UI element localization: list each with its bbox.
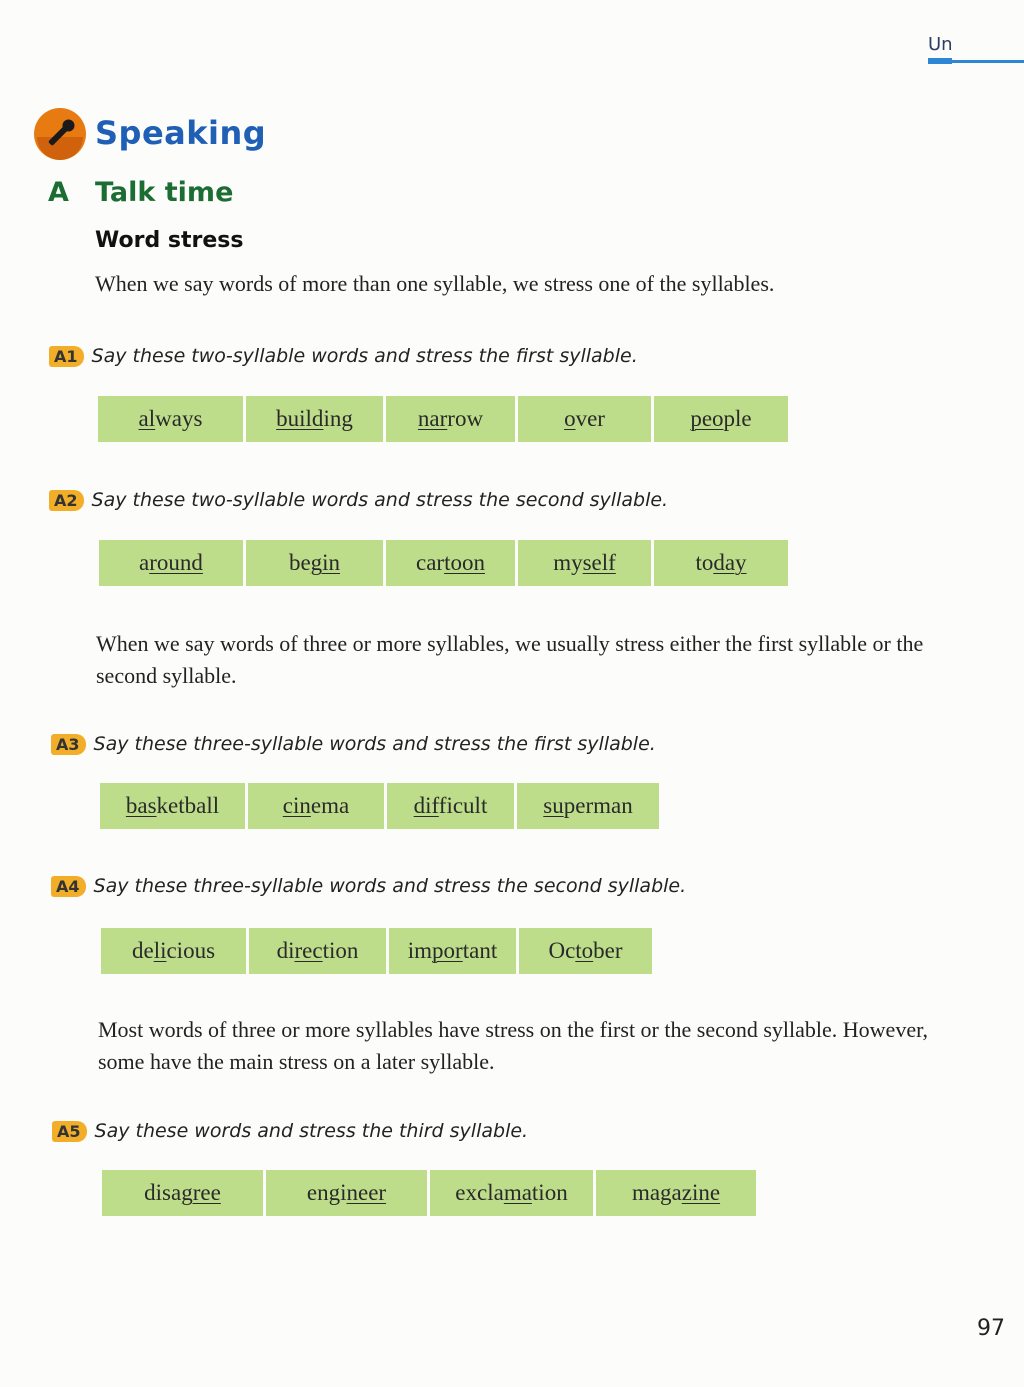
unit-tab-marker xyxy=(928,58,952,64)
word-cell: engineer xyxy=(266,1170,427,1216)
exercise-badge: A1 xyxy=(49,346,84,367)
word-cell: around xyxy=(99,540,243,586)
word-cell: basketball xyxy=(100,783,245,829)
exercise-a5 xyxy=(52,1120,528,1142)
exercise-a4 xyxy=(51,875,686,897)
exercise-badge: A5 xyxy=(52,1121,87,1142)
page-number: 97 xyxy=(977,1316,1005,1341)
word-cell: disagree xyxy=(102,1170,263,1216)
exercise-a1 xyxy=(49,345,638,367)
word-cell: always xyxy=(98,396,243,442)
word-row-a1 xyxy=(98,396,788,442)
word-cell: exclamation xyxy=(430,1170,593,1216)
word-cell: narrow xyxy=(386,396,515,442)
exercise-instruction: Say these three-syllable words and stress the first syllable. xyxy=(93,733,656,755)
unit-tab-label: Un xyxy=(928,34,953,55)
word-cell: over xyxy=(518,396,651,442)
word-cell: building xyxy=(246,396,383,442)
exercise-badge: A2 xyxy=(49,490,84,511)
word-row-a2 xyxy=(99,540,788,586)
word-row-a3 xyxy=(100,783,659,829)
intro-paragraph: When we say words of more than one syllable, we stress one of the syllables. xyxy=(95,271,775,296)
word-cell: delicious xyxy=(101,928,246,974)
subsection-title: Word stress xyxy=(95,228,244,253)
word-cell: difficult xyxy=(387,783,514,829)
three-syllable-paragraph: When we say words of three or more syllables, we usually stress either the first syllable or the second syllable. xyxy=(96,631,924,688)
exercise-instruction: Say these two-syllable words and stress the second syllable. xyxy=(91,489,669,511)
section-heading: Speaking xyxy=(95,114,267,152)
exercise-a3 xyxy=(51,733,656,755)
word-cell: magazine xyxy=(596,1170,756,1216)
microphone-icon xyxy=(33,107,87,161)
word-cell: October xyxy=(519,928,652,974)
word-cell: myself xyxy=(518,540,651,586)
word-cell: direction xyxy=(249,928,386,974)
exercise-instruction: Say these words and stress the third syllable. xyxy=(94,1120,529,1142)
word-cell: cartoon xyxy=(386,540,515,586)
exercise-badge: A4 xyxy=(51,876,86,897)
word-cell: begin xyxy=(246,540,383,586)
exercise-instruction: Say these three-syllable words and stress the second syllable. xyxy=(93,875,687,897)
word-cell: important xyxy=(389,928,516,974)
exercise-badge: A3 xyxy=(51,734,86,755)
section-letter: A xyxy=(48,177,69,208)
exercise-a2 xyxy=(49,489,668,511)
exercise-instruction: Say these two-syllable words and stress the first syllable. xyxy=(91,345,638,367)
word-cell: people xyxy=(654,396,788,442)
word-row-a4 xyxy=(101,928,652,974)
section-title: Talk time xyxy=(95,177,234,208)
word-cell: superman xyxy=(517,783,659,829)
word-cell: today xyxy=(654,540,788,586)
word-row-a5 xyxy=(102,1170,756,1216)
word-cell: cinema xyxy=(248,783,384,829)
later-stress-paragraph: Most words of three or more syllables have stress on the first or the second syllable. However, some have the main stress on a later syllable. xyxy=(98,1017,929,1074)
